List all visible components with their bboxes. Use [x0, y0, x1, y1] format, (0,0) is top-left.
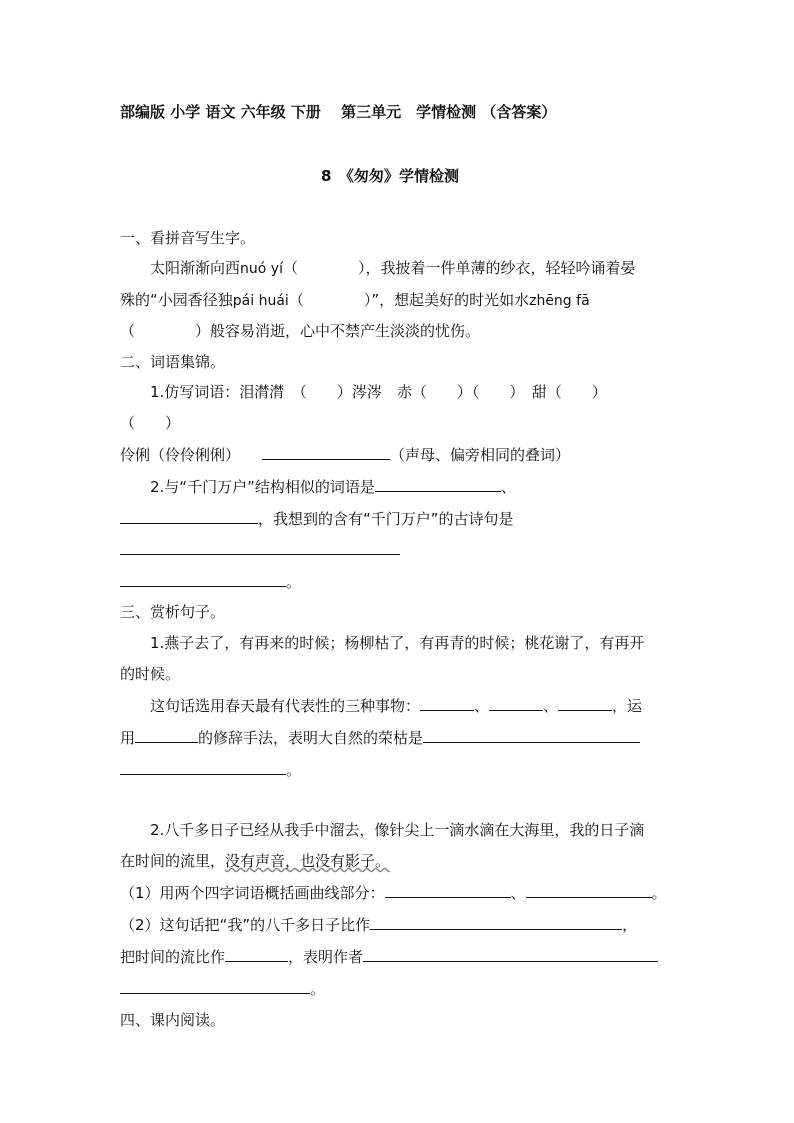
question-text: （2）这句话把“我”的八千多日子比作 [120, 916, 371, 934]
answer-blank[interactable] [120, 760, 286, 775]
section-1-heading: 一、看拼音写生字。 [120, 229, 256, 247]
section-1-text: （ ），我披着一件单薄的纱衣，轻轻吟诵着晏 [282, 259, 636, 277]
answer-blank[interactable] [120, 572, 286, 587]
section-2-q2 [150, 477, 516, 497]
section-1-text: 太阳渐渐向西 [150, 259, 241, 277]
section-1-line-2 [120, 290, 590, 311]
answer-blank[interactable] [558, 696, 612, 711]
answer-blank[interactable] [120, 979, 310, 994]
section-3-q2-line-2 [120, 851, 390, 871]
question-text: 这句话选用春天最有代表性的三种事物： [150, 697, 421, 715]
answer-blank[interactable] [225, 947, 288, 962]
example-word: 伶俐（伶伶俐俐） [120, 446, 241, 464]
answer-blank[interactable] [489, 696, 543, 711]
question-text: ，运 [612, 697, 643, 715]
period: 。 [286, 761, 302, 779]
lesson-subtitle: 8 《匆匆》学情检测 [321, 167, 459, 185]
separator: 、 [474, 697, 490, 715]
hint-text: （声母、偏旁相同的叠词） [390, 446, 571, 464]
answer-blank[interactable] [423, 728, 640, 743]
section-3-heading: 三、赏析句子。 [120, 603, 226, 621]
period: 。 [310, 980, 326, 998]
answer-blank[interactable] [526, 883, 652, 898]
separator: 、 [510, 884, 526, 902]
separator: 、 [500, 478, 516, 496]
section-2-q1-cont: （ ） [120, 414, 181, 432]
section-2-blank-end [120, 572, 301, 592]
section-1-line-3: （ ）般容易消逝，心中不禁产生淡淡的忧伤。 [120, 322, 481, 340]
section-3-q1-line-1: 1.燕子去了，有再来的时候；杨柳枯了，有再青的时候；桃花谢了，有再开 [150, 634, 645, 652]
question-text: 在时间的流里， [120, 852, 226, 870]
separator: ， [622, 916, 638, 934]
section-4-heading: 四、课内阅读。 [120, 1011, 226, 1029]
answer-blank[interactable] [262, 445, 390, 460]
pinyin-zheng-fa: zhēng fā [529, 293, 590, 309]
answer-blank[interactable] [385, 883, 511, 898]
section-2-blank-line [120, 540, 400, 560]
question-text: （1）用两个四字词语概括画曲线部分： [120, 884, 385, 902]
section-3-q1-line-5 [120, 760, 301, 780]
section-3-sub-2-end [120, 979, 325, 999]
pinyin-nuo-yi: nuó yí [240, 261, 283, 277]
answer-blank[interactable] [363, 947, 658, 962]
section-3-sub-2 [120, 915, 637, 935]
section-1-text: 殊的“小园香径独 [120, 291, 233, 309]
period: 。 [286, 573, 302, 591]
question-text: ，我想到的含有“千门万户”的古诗句是 [258, 510, 514, 528]
question-text: ，表明作者 [288, 948, 364, 966]
pinyin-pai-huai: pái huái [232, 293, 289, 309]
section-2-q1: 1.仿写词语：泪潸潸 （ ）涔涔 赤（ ）（ ） 甜（ ） [150, 383, 607, 401]
section-1-line-1 [150, 258, 635, 279]
wavy-underlined-text: 没有声音，也没有影子。 [225, 852, 391, 870]
document-title: 部编版 小学 语文 六年级 下册 第三单元 学情检测 （含答案） [120, 103, 557, 121]
section-1-text: （ ）”，想起美好的时光如水 [288, 291, 530, 309]
section-3-q2-line-1: 2.八千多日子已经从我手中溜去，像针尖上一滴水滴在大海里，我的日子滴 [150, 821, 645, 839]
question-text: 把时间的流比作 [120, 948, 226, 966]
section-3-q1-line-2: 的时候。 [120, 665, 181, 683]
period: 。 [651, 884, 667, 902]
section-3-sub-2-cont [120, 947, 658, 967]
answer-blank[interactable] [120, 509, 258, 524]
answer-blank[interactable] [420, 696, 474, 711]
answer-blank[interactable] [135, 728, 198, 743]
question-text: 用 [120, 729, 136, 747]
section-3-q1-line-4 [120, 728, 640, 748]
answer-blank[interactable] [370, 915, 622, 930]
question-text: 2.与“千门万户”结构相似的词语是 [150, 478, 375, 496]
section-2-q2-cont [120, 509, 514, 529]
section-3-sub-1 [120, 883, 667, 903]
section-2-heading: 二、词语集锦。 [120, 353, 226, 371]
question-text: 的修辞手法，表明大自然的荣枯是 [198, 729, 424, 747]
answer-blank[interactable] [375, 477, 501, 492]
section-2-q1-example [120, 445, 570, 465]
separator: 、 [543, 697, 559, 715]
answer-blank[interactable] [120, 540, 400, 555]
section-3-q1-line-3 [150, 696, 642, 716]
